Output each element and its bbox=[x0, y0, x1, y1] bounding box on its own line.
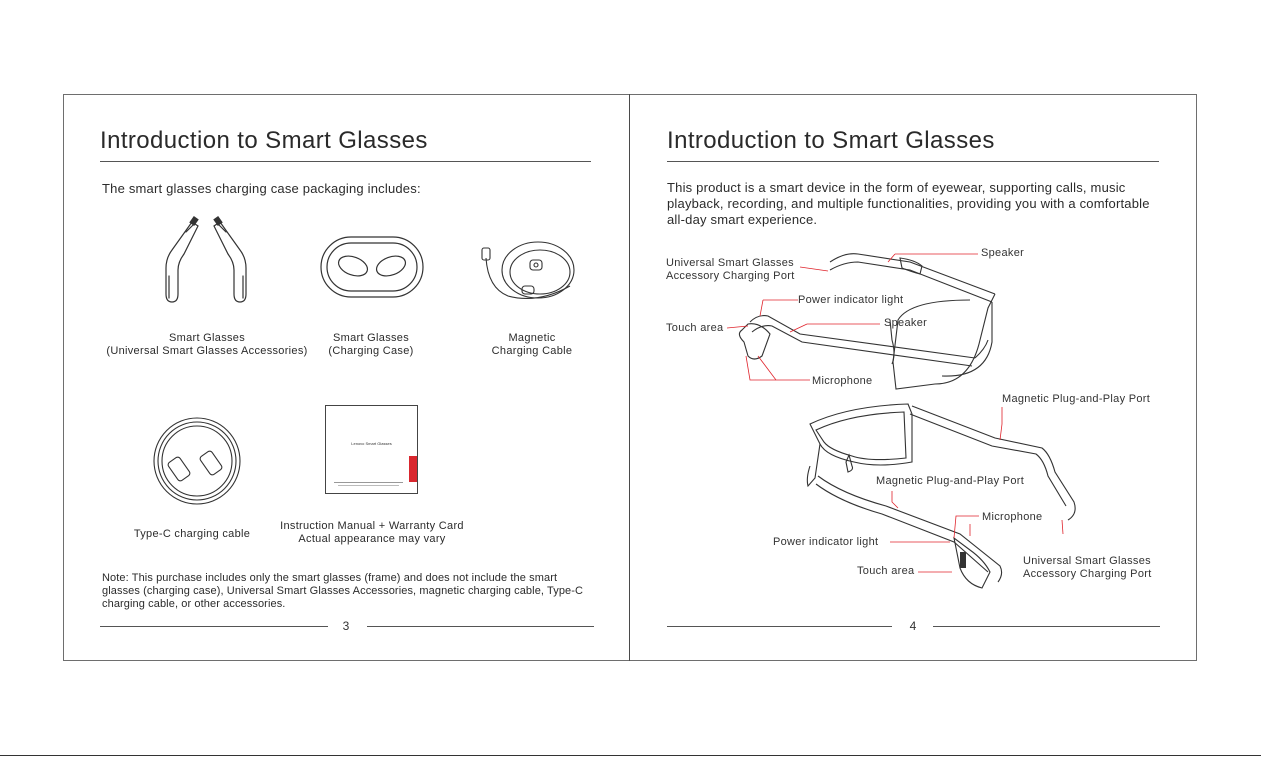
label-bottom-charging-port-line1: Universal Smart Glasses bbox=[1023, 555, 1151, 567]
manual-cover-title: Lenovo Smart Glasses bbox=[351, 441, 392, 446]
item-caption-case bbox=[316, 332, 426, 358]
caption-line: Magnetic bbox=[508, 332, 556, 344]
label-top-speaker: Speaker bbox=[981, 247, 1025, 259]
package-intro: The smart glasses charging case packaging includes: bbox=[102, 181, 421, 196]
label-top-speaker-2: Speaker bbox=[884, 317, 928, 329]
charging-case-illustration bbox=[320, 236, 424, 298]
bottom-divider bbox=[0, 755, 1261, 756]
label-bottom-microphone: Microphone bbox=[982, 511, 1043, 523]
label-top-power-light: Power indicator light bbox=[798, 294, 904, 306]
manual-red-tab bbox=[409, 456, 417, 482]
type-c-cable-illustration bbox=[152, 414, 242, 508]
manual-fine-print bbox=[334, 482, 403, 483]
label-bottom-magnetic-port-1: Magnetic Plug-and-Play Port bbox=[1002, 393, 1151, 405]
caption-line: (Charging Case) bbox=[328, 345, 414, 357]
page-title: Introduction to Smart Glasses bbox=[667, 127, 995, 154]
page-number: 3 bbox=[342, 619, 350, 633]
item-caption-glasses bbox=[92, 332, 322, 358]
left-page bbox=[64, 94, 629, 661]
label-top-charging-port-line1: Universal Smart Glasses bbox=[666, 257, 794, 269]
caption-line: Actual appearance may vary bbox=[298, 533, 446, 545]
label-top-touch-area: Touch area bbox=[666, 322, 724, 334]
footer-rule-left bbox=[100, 626, 328, 627]
footer-rule-right bbox=[933, 626, 1160, 627]
page-title: Introduction to Smart Glasses bbox=[100, 127, 428, 154]
product-intro: This product is a smart device in the form of eyewear, supporting calls, music playback, recording, and multiple functionalities, providing you with a comfortable all-day smart experience. bbox=[667, 180, 1150, 227]
smart-glasses-temples-illustration bbox=[156, 216, 256, 308]
label-top-microphone: Microphone bbox=[812, 375, 873, 387]
caption-line: (Universal Smart Glasses Accessories) bbox=[106, 345, 308, 357]
instruction-manual-illustration bbox=[325, 405, 418, 494]
label-bottom-magnetic-port-2: Magnetic Plug-and-Play Port bbox=[876, 475, 1025, 487]
caption-line: Instruction Manual + Warranty Card bbox=[280, 520, 464, 532]
page-number: 4 bbox=[909, 619, 917, 633]
caption-line: Smart Glasses bbox=[168, 332, 246, 344]
label-bottom-touch-area: Touch area bbox=[857, 565, 915, 577]
caption-line: Smart Glasses bbox=[332, 332, 410, 344]
item-caption-type-c: Type-C charging cable bbox=[133, 528, 251, 540]
footer-rule-right bbox=[367, 626, 594, 627]
manual-fine-print bbox=[338, 485, 399, 486]
temple-logo-bar bbox=[960, 552, 966, 568]
item-caption-manual bbox=[262, 520, 482, 546]
item-caption-magnetic-cable bbox=[482, 332, 582, 358]
label-top-charging-port-line2: Accessory Charging Port bbox=[666, 270, 795, 282]
label-bottom-charging-port-line2: Accessory Charging Port bbox=[1023, 568, 1152, 580]
right-page bbox=[630, 94, 1196, 661]
purchase-note: Note: This purchase includes only the smart glasses (frame) and does not include the smart glasses (charging case), Universal Smart Glasses Accessories, magnetic charging cable, Type-C charging cable, or other accessories. bbox=[102, 572, 584, 610]
magnetic-cable-illustration bbox=[478, 238, 582, 308]
footer-rule-left bbox=[667, 626, 892, 627]
caption-line: Charging Cable bbox=[491, 345, 573, 357]
title-underline bbox=[100, 161, 591, 162]
label-bottom-power-light: Power indicator light bbox=[773, 536, 879, 548]
